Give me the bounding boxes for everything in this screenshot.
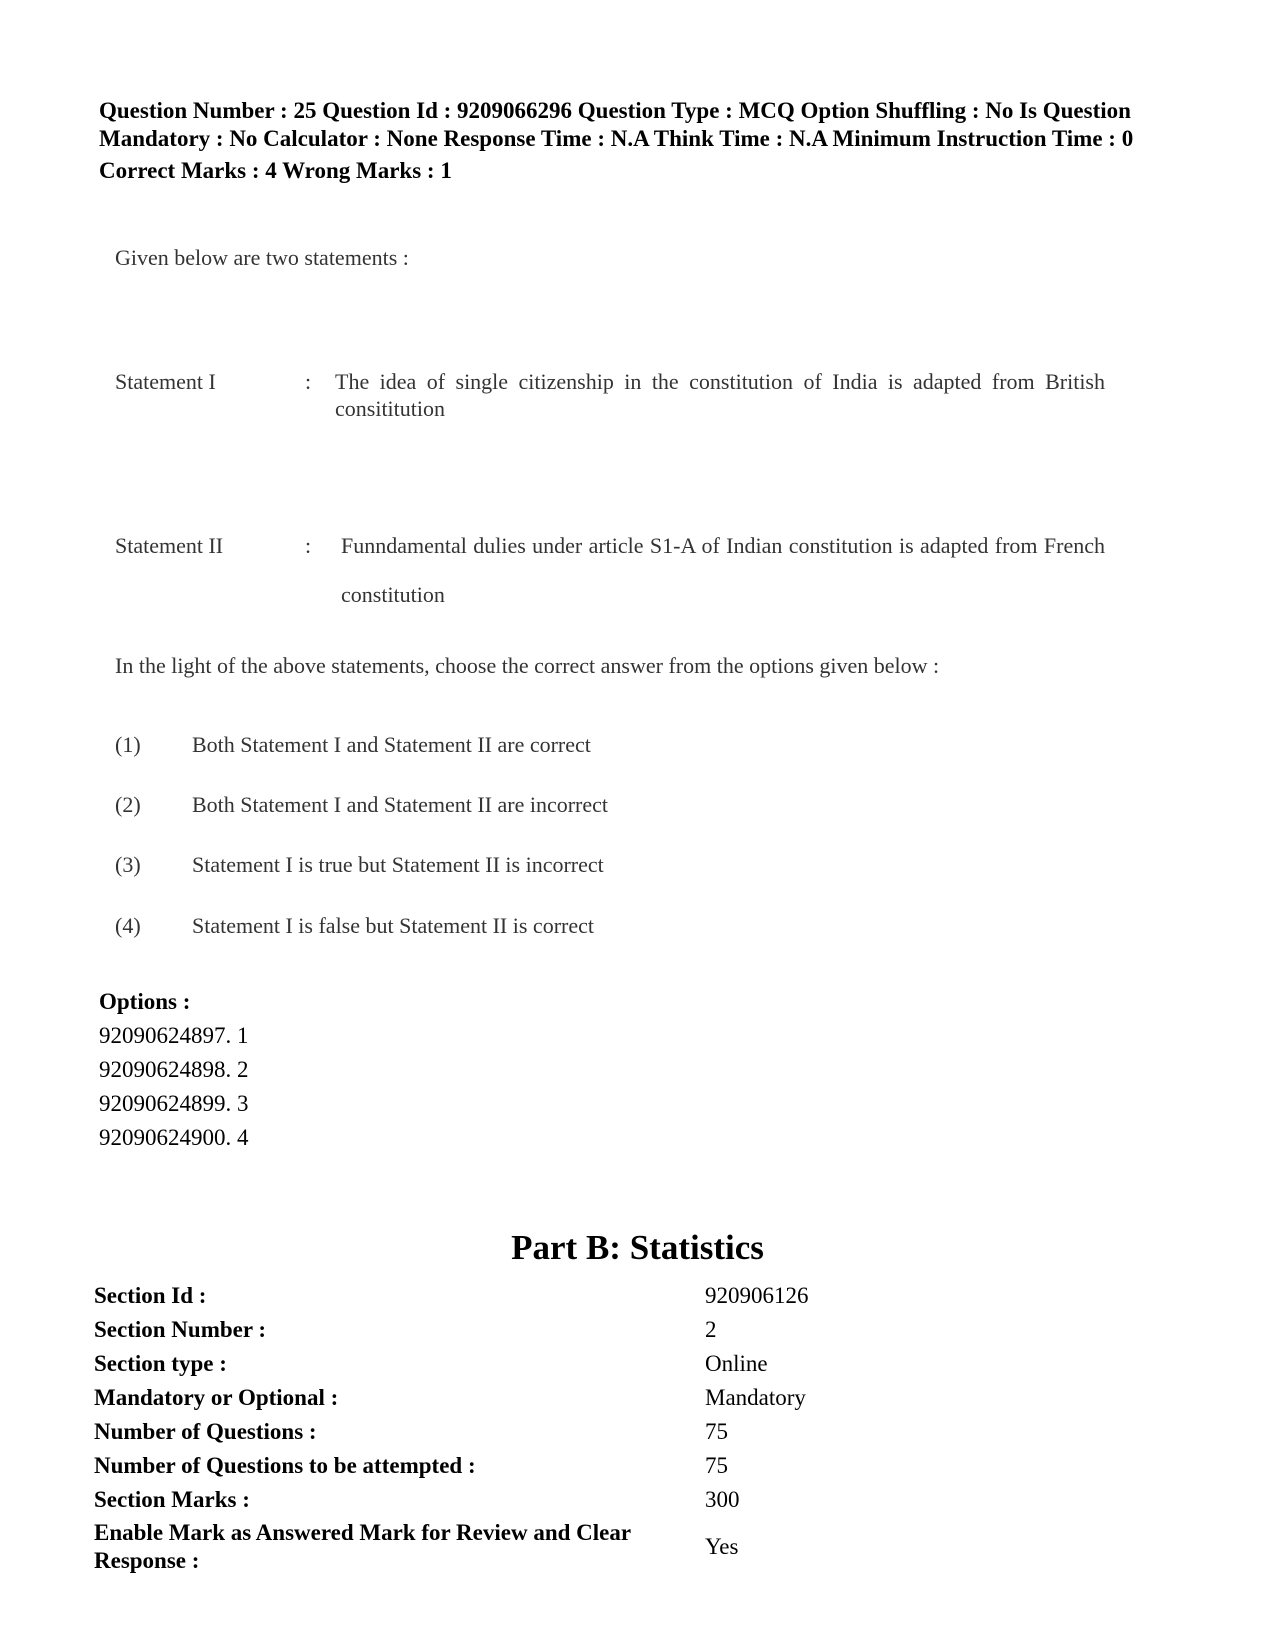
section-row-key: Number of Questions to be attempted :: [94, 1453, 476, 1478]
choice-number: (1): [115, 732, 141, 757]
section-row-value: Mandatory: [705, 1385, 806, 1410]
section-row: [94, 1483, 814, 1517]
section-row-key: Mandatory or Optional :: [94, 1385, 339, 1410]
section-row-value: 300: [705, 1487, 740, 1512]
statement-1: [115, 368, 1105, 422]
choice-1: [115, 732, 591, 758]
statement-2-text: Funndamental dulies under article S1-A of Indian constitution is adapted from French constitution: [341, 533, 1105, 607]
question-prompt: In the light of the above statements, choose the correct answer from the options given below :: [115, 653, 940, 678]
statement-1-label: Statement I: [115, 369, 216, 394]
section-row: [94, 1279, 814, 1313]
statement-2: [115, 521, 1105, 619]
options-list: [99, 985, 249, 1155]
section-row-key: Section type :: [94, 1351, 227, 1376]
choice-4: [115, 913, 594, 939]
section-row-key: Section Id :: [94, 1283, 207, 1308]
section-row-key: Section Marks :: [94, 1487, 250, 1512]
section-row-key: Number of Questions :: [94, 1419, 317, 1444]
question-marks: Correct Marks : 4 Wrong Marks : 1: [99, 158, 452, 183]
section-info-table: [94, 1279, 814, 1575]
section-row-value: 75: [705, 1419, 728, 1444]
section-row-value: Yes: [705, 1534, 739, 1559]
options-heading: Options :: [99, 989, 191, 1014]
statement-2-colon: :: [305, 533, 312, 558]
section-row: [94, 1347, 814, 1381]
section-row: [94, 1381, 814, 1415]
option-item: 92090624898. 2: [99, 1057, 249, 1082]
section-row: [94, 1449, 814, 1483]
option-item: 92090624900. 4: [99, 1125, 249, 1150]
question-meta-line: Question Number : 25 Question Id : 9209066296 Question Type : MCQ Option Shuffling : No Is Question Mandatory : No Calculator : None Response Time : N.A Think Time : N.A Minimum Instruction Time : 0: [99, 98, 1134, 151]
choice-text: Statement I is true but Statement II is incorrect: [192, 852, 604, 877]
section-row-value: 2: [705, 1317, 717, 1342]
section-row-key: Section Number :: [94, 1317, 267, 1342]
question-intro: Given below are two statements :: [115, 245, 409, 270]
statement-1-colon: :: [305, 369, 312, 394]
section-row: [94, 1415, 814, 1449]
section-row-key: Enable Mark as Answered Mark for Review and Clear Response :: [94, 1520, 631, 1573]
option-item: 92090624897. 1: [99, 1023, 249, 1048]
choice-number: (2): [115, 792, 141, 817]
section-row-value: 920906126: [705, 1283, 809, 1308]
question-meta: [99, 97, 1159, 185]
choice-3: [115, 852, 604, 878]
section-row: [94, 1519, 814, 1575]
section-row-value: 75: [705, 1453, 728, 1478]
choice-text: Statement I is false but Statement II is correct: [192, 913, 594, 938]
choice-number: (3): [115, 852, 141, 877]
part-title: Part B: Statistics: [511, 1228, 764, 1267]
section-row: [94, 1313, 814, 1347]
choice-text: Both Statement I and Statement II are correct: [192, 732, 591, 757]
choice-text: Both Statement I and Statement II are incorrect: [192, 792, 609, 817]
statement-2-label: Statement II: [115, 533, 224, 558]
option-item: 92090624899. 3: [99, 1091, 249, 1116]
section-row-value: Online: [705, 1351, 768, 1376]
statement-1-text: The idea of single citizenship in the constitution of India is adapted from British consititution: [335, 369, 1105, 421]
choice-2: [115, 792, 608, 818]
choice-number: (4): [115, 913, 141, 938]
